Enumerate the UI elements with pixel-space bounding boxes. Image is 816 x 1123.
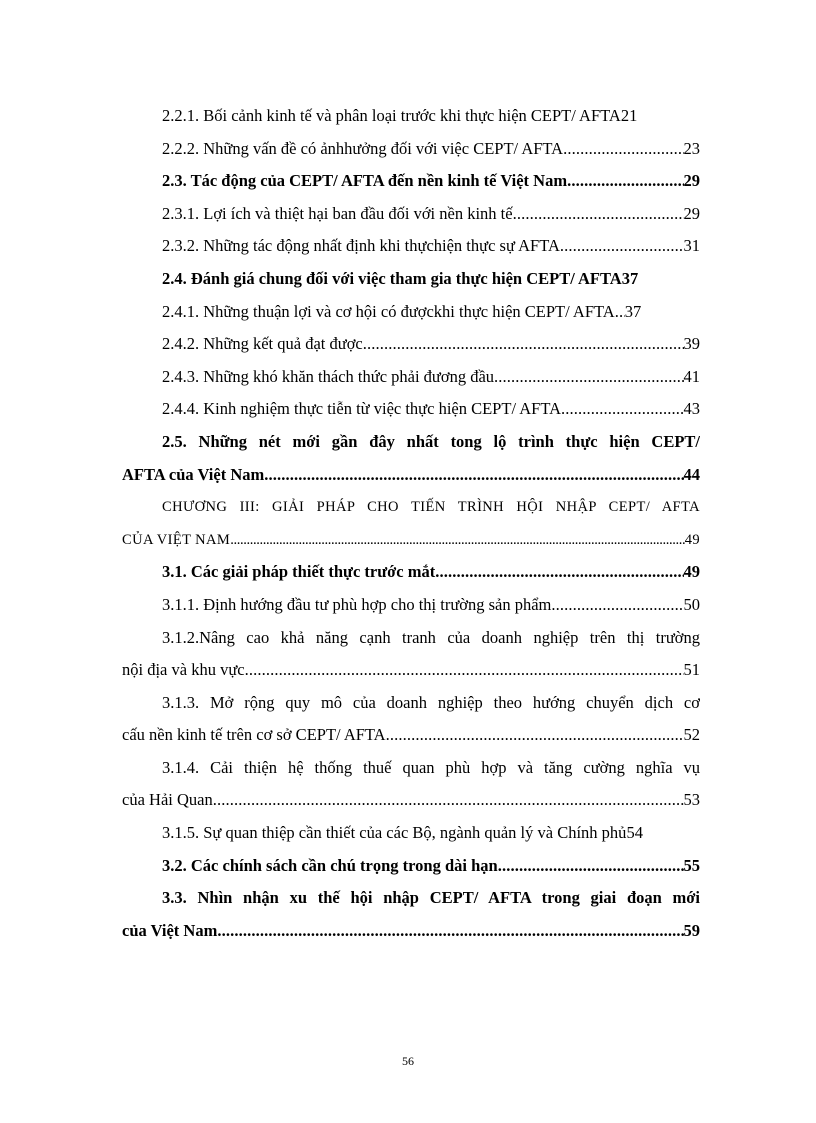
- toc-entry-page: 49: [684, 531, 700, 548]
- toc-leader-dots: [498, 850, 684, 883]
- toc-entry-title: 2.4. Đánh giá chung đối với việc tham gia thực hiện CEPT/ AFTA: [162, 268, 622, 288]
- toc-entry-title: 2.4.1. Những thuận lợi và cơ hội có đượckhi thực hiện CEPT/ AFTA: [162, 301, 615, 321]
- toc-entry-page: 29: [683, 203, 700, 223]
- toc-chapter-line1: CHƯƠNG III: GIẢI PHÁP CHO TIẾN TRÌNH HỘI NHẬP CEPT/ AFTA: [162, 499, 700, 516]
- toc-leader-dots: [494, 361, 683, 394]
- toc-entry-title: 3.1.5. Sự quan thiệp cần thiết của các Bộ, ngành quản lý và Chính phủ: [162, 823, 627, 843]
- toc-entry: [122, 263, 700, 296]
- table-of-contents: [122, 100, 700, 947]
- toc-leader-dots: [561, 393, 683, 426]
- toc-leader-dots: [217, 915, 683, 948]
- toc-entry-title: 3.1. Các giải pháp thiết thực trước mắt: [162, 562, 436, 582]
- toc-entry: [122, 198, 700, 231]
- toc-entry: [122, 817, 700, 850]
- toc-leader-dots: [563, 133, 683, 166]
- toc-entry: [122, 133, 700, 166]
- toc-leader-dots: [560, 230, 684, 263]
- toc-entry: [122, 165, 700, 198]
- toc-entry-title: 2.3.1. Lợi ích và thiệt hại ban đầu đối với nền kinh tế: [162, 203, 513, 223]
- toc-entry-line1: 3.1.4. Cải thiện hệ thống thuế quan phù hợp và tăng cường nghĩa vụ: [162, 757, 700, 777]
- toc-entry: [122, 589, 700, 622]
- toc-leader-dots: [435, 556, 683, 589]
- toc-entry-page: 21: [620, 106, 638, 125]
- toc-entry: [122, 654, 700, 687]
- toc-entry-page: 39: [683, 334, 700, 354]
- toc-entry-page: 51: [683, 660, 700, 680]
- toc-entry: [122, 459, 700, 492]
- toc-leader-dots: [615, 296, 625, 329]
- toc-entry: [122, 296, 700, 329]
- toc-entry: [122, 915, 700, 948]
- toc-entry-page: 54: [626, 823, 643, 843]
- toc-entry-title: 2.2.2. Những vấn đề có ảnhhưởng đối với việc CEPT/ AFTA: [162, 138, 564, 158]
- toc-entry-page: 52: [683, 725, 700, 745]
- toc-entry-page: 31: [683, 236, 700, 256]
- toc-entry-page: 49: [683, 562, 700, 582]
- toc-entry-title: của Hải Quan: [122, 790, 213, 810]
- toc-entry: [122, 556, 700, 589]
- toc-entry-title: nội địa và khu vực: [122, 660, 245, 680]
- toc-entry-title: cấu nền kinh tế trên cơ sở CEPT/ AFTA: [122, 725, 386, 745]
- toc-entry-page: 43: [683, 399, 700, 419]
- toc-entry-title: 2.3. Tác động của CEPT/ AFTA đến nền kinh tế Việt Nam: [162, 171, 568, 191]
- toc-entry: [122, 393, 700, 426]
- page-number: 56: [402, 1054, 414, 1068]
- toc-entry-line1: 2.5. Những nét mới gần đây nhất tong lộ trình thực hiện CEPT/: [162, 431, 700, 451]
- toc-entry-page: 44: [683, 464, 700, 484]
- toc-entry-title: của Việt Nam: [122, 920, 218, 940]
- toc-chapter: [122, 524, 700, 557]
- toc-entry-page: 37: [624, 301, 642, 321]
- toc-entry: [122, 850, 700, 883]
- toc-entry-title: CỦA VIỆT NAM: [122, 531, 231, 548]
- toc-leader-dots: [264, 459, 683, 492]
- toc-entry-title: 2.4.3. Những khó khăn thách thức phải đương đầu: [162, 366, 495, 386]
- toc-entry-page: 55: [683, 855, 700, 875]
- toc-leader-dots: [551, 589, 683, 622]
- toc-entry: [122, 230, 700, 263]
- toc-entry-page: 29: [683, 171, 700, 191]
- toc-entry-line1: 3.1.3. Mở rộng quy mô của doanh nghiệp theo hướng chuyển dịch cơ: [162, 692, 700, 712]
- toc-leader-dots: [513, 198, 684, 231]
- toc-entry: [122, 719, 700, 752]
- toc-leader-dots: [363, 328, 684, 361]
- toc-entry-page: 50: [683, 594, 700, 614]
- toc-leader-dots: [230, 524, 684, 557]
- toc-entry-page: 59: [683, 920, 700, 940]
- toc-entry: [122, 361, 700, 394]
- toc-entry-title: 2.3.2. Những tác động nhất định khi thựchiện thực sự AFTA: [162, 236, 560, 256]
- toc-entry-title: 2.4.4. Kinh nghiệm thực tiễn từ việc thực hiện CEPT/ AFTA: [162, 399, 562, 419]
- toc-entry-title: 3.2. Các chính sách cần chú trọng trong dài hạn: [162, 855, 498, 875]
- toc-entry: [122, 328, 700, 361]
- toc-entry-page: 53: [683, 790, 700, 810]
- toc-leader-dots: [567, 165, 683, 198]
- toc-entry: [122, 784, 700, 817]
- toc-entry-page: 37: [621, 268, 639, 288]
- toc-entry-page: 23: [683, 138, 700, 158]
- toc-leader-dots: [386, 719, 684, 752]
- toc-entry-line1: 3.1.2.Nâng cao khả năng cạnh tranh của doanh nghiệp trên thị trường: [162, 627, 700, 647]
- toc-entry-line1: 3.3. Nhìn nhận xu thế hội nhập CEPT/ AFTA trong giai đoạn mới: [162, 888, 700, 908]
- toc-leader-dots: [213, 784, 684, 817]
- toc-entry-title: 2.4.2. Những kết quả đạt được: [162, 334, 363, 354]
- toc-leader-dots: [245, 654, 684, 687]
- toc-entry-title: 3.1.1. Định hướng đầu tư phù hợp cho thị trường sản phẩm: [162, 594, 552, 614]
- toc-entry-title: AFTA của Việt Nam: [122, 464, 265, 484]
- toc-entry: [122, 100, 700, 133]
- toc-entry-page: 41: [683, 366, 700, 386]
- toc-entry-title: 2.2.1. Bối cảnh kinh tế và phân loại trước khi thực hiện CEPT/ AFTA: [162, 106, 621, 125]
